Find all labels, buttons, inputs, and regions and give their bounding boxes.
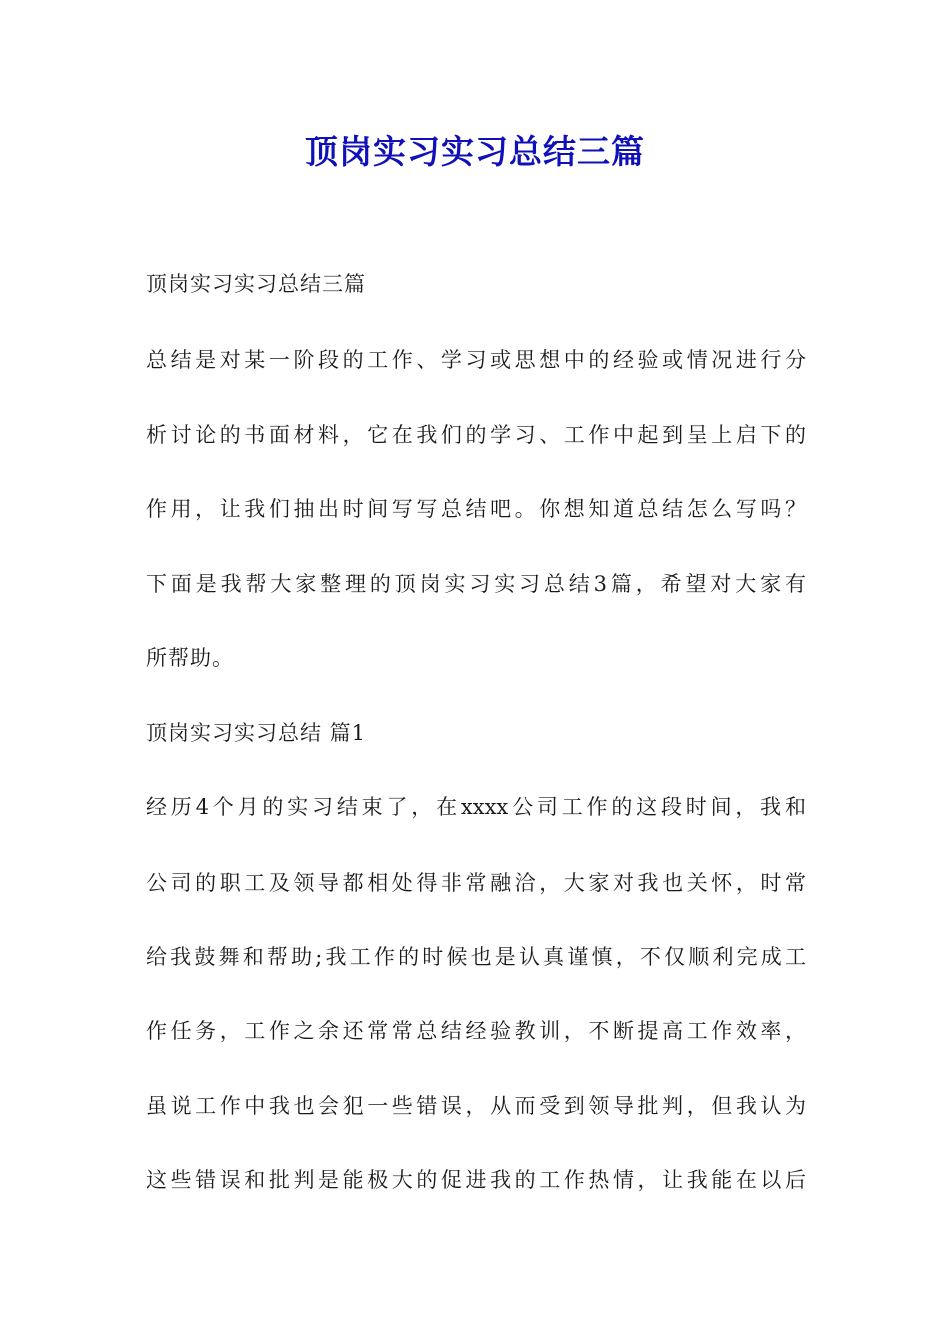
text-line: 总结是对某一阶段的工作、学习或思想中的经验或情况进行分 bbox=[146, 348, 806, 372]
section-heading: 顶岗实习实习总结 篇1 bbox=[146, 721, 367, 745]
text-line: 所帮助。 bbox=[146, 646, 234, 670]
text-line: 这些错误和批判是能极大的促进我的工作热情，让我能在以后 bbox=[146, 1168, 806, 1192]
text-line: 经历4个月的实习结束了，在xxxx公司工作的这段时间，我和 bbox=[146, 795, 806, 819]
text-line: 作用，让我们抽出时间写写总结吧。你想知道总结怎么写吗？ bbox=[146, 497, 806, 521]
text-line: 作任务，工作之余还常常总结经验教训，不断提高工作效率， bbox=[146, 1019, 806, 1043]
text-line: 公司的职工及领导都相处得非常融洽，大家对我也关怀，时常 bbox=[146, 871, 806, 895]
text-line: 下面是我帮大家整理的顶岗实习实习总结3篇，希望对大家有 bbox=[146, 572, 806, 596]
document-title: 顶岗实习实习总结三篇 bbox=[305, 132, 645, 171]
text-line: 虽说工作中我也会犯一些错误，从而受到领导批判，但我认为 bbox=[146, 1094, 806, 1118]
text-line: 给我鼓舞和帮助;我工作的时候也是认真谨慎，不仅顺利完成工 bbox=[146, 945, 806, 969]
subtitle-line: 顶岗实习实习总结三篇 bbox=[146, 272, 366, 296]
text-line: 析讨论的书面材料，它在我们的学习、工作中起到呈上启下的 bbox=[146, 423, 806, 447]
